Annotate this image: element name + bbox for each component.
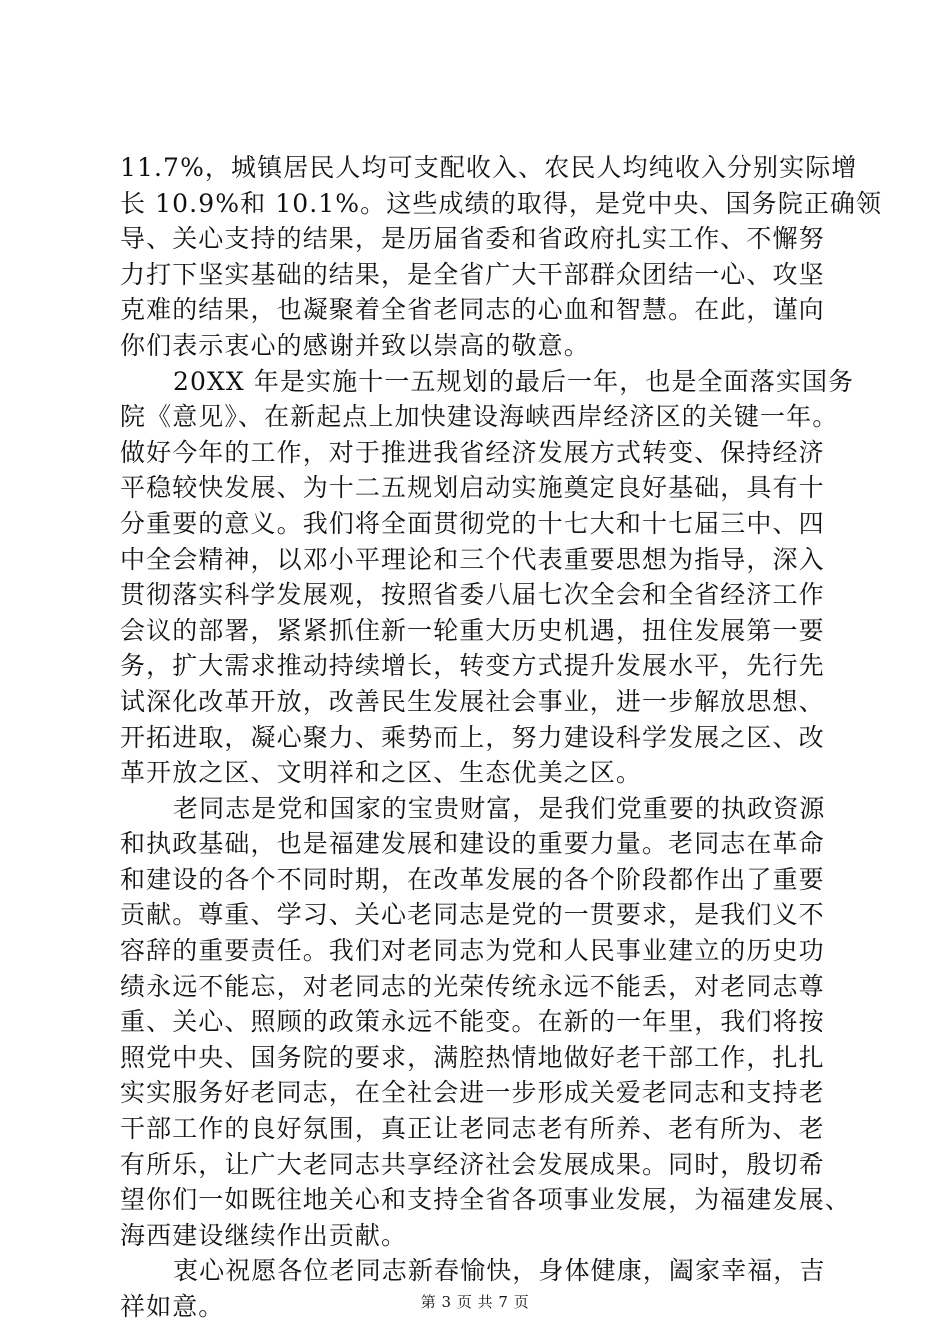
paragraph-3 [120,791,851,1254]
text-line: 和执政基础，也是福建发展和建设的重要力量。老同志在革命 [120,829,825,859]
text-line: 实实服务好老同志，在全社会进一步形成关爱老同志和支持老 [120,1078,825,1108]
paragraph-4 [120,1253,832,1324]
page-number-footer: 第 3 页 共 7 页 [420,1293,530,1311]
text-line: 容辞的重要责任。我们对老同志为党和人民事业建立的历史功 [120,936,825,966]
text-line: 望你们一如既往地关心和支持全省各项事业发展，为福建发展、 [120,1185,851,1215]
text-line: 老同志是党和国家的宝贵财富，是我们党重要的执政资源 [173,793,826,823]
text-line: 20XX 年是实施十一五规划的最后一年，也是全面落实国务 [173,366,855,396]
text-line: 做好今年的工作，对于推进我省经济发展方式转变、保持经济 [120,437,825,467]
document-body [120,150,883,1325]
text-line: 分重要的意义。我们将全面贯彻党的十七大和十七届三中、四 [120,508,825,538]
text-line: 贡献。尊重、学习、关心老同志是党的一贯要求，是我们义不 [120,900,825,930]
text-line: 会议的部署，紧紧抓住新一轮重大历史机遇，扭住发展第一要 [120,615,825,645]
text-line: 务，扩大需求推动持续增长，转变方式提升发展水平，先行先 [120,651,825,681]
text-line: 力打下坚实基础的结果，是全省广大干部群众团结一心、攻坚 [120,259,825,289]
text-line: 有所乐，让广大老同志共享经济社会发展成果。同时，殷切希 [120,1149,825,1179]
text-line: 院《意见》、在新起点上加快建设海峡西岸经济区的关键一年。 [120,402,839,432]
text-line: 祥如意。 [120,1292,225,1321]
text-line: 平稳较快发展、为十二五规划启动实施奠定良好基础，具有十 [120,473,825,503]
text-line: 照党中央、国务院的要求，满腔热情地做好老干部工作，扎扎 [120,1042,825,1072]
paragraph-1 [120,150,883,364]
text-line: 绩永远不能忘，对老同志的光荣传统永远不能丢，对老同志尊 [120,971,825,1001]
text-line: 中全会精神，以邓小平理论和三个代表重要思想为指导，深入 [120,544,825,574]
text-line: 试深化改革开放，改善民生发展社会事业，进一步解放思想、 [120,686,825,716]
text-line: 海西建设继续作出贡献。 [120,1220,408,1250]
paragraph-2 [120,364,855,791]
text-line: 开拓进取，凝心聚力、乘势而上，努力建设科学发展之区、改 [120,722,825,752]
text-line: 重、关心、照顾的政策永远不能变。在新的一年里，我们将按 [120,1007,825,1037]
text-line: 长 10.9%和 10.1%。这些成绩的取得，是党中央、国务院正确领 [120,188,883,218]
text-line: 11.7%，城镇居民人均可支配收入、农民人均纯收入分别实际增 [120,153,858,182]
text-line: 克难的结果，也凝聚着全省老同志的心血和智慧。在此，谨向 [120,295,825,325]
text-line: 衷心祝愿各位老同志新春愉快，身体健康，阖家幸福，吉 [173,1256,826,1286]
text-line: 和建设的各个不同时期，在改革发展的各个阶段都作出了重要 [120,864,825,894]
text-line: 贯彻落实科学发展观，按照省委八届七次全会和全省经济工作 [120,580,825,610]
text-line: 革开放之区、文明祥和之区、生态优美之区。 [120,758,643,788]
text-line: 导、关心支持的结果，是历届省委和省政府扎实工作、不懈努 [120,224,825,254]
text-line: 你们表示衷心的感谢并致以崇高的敬意。 [120,330,590,360]
text-line: 干部工作的良好氛围，真正让老同志老有所养、老有所为、老 [120,1114,825,1144]
